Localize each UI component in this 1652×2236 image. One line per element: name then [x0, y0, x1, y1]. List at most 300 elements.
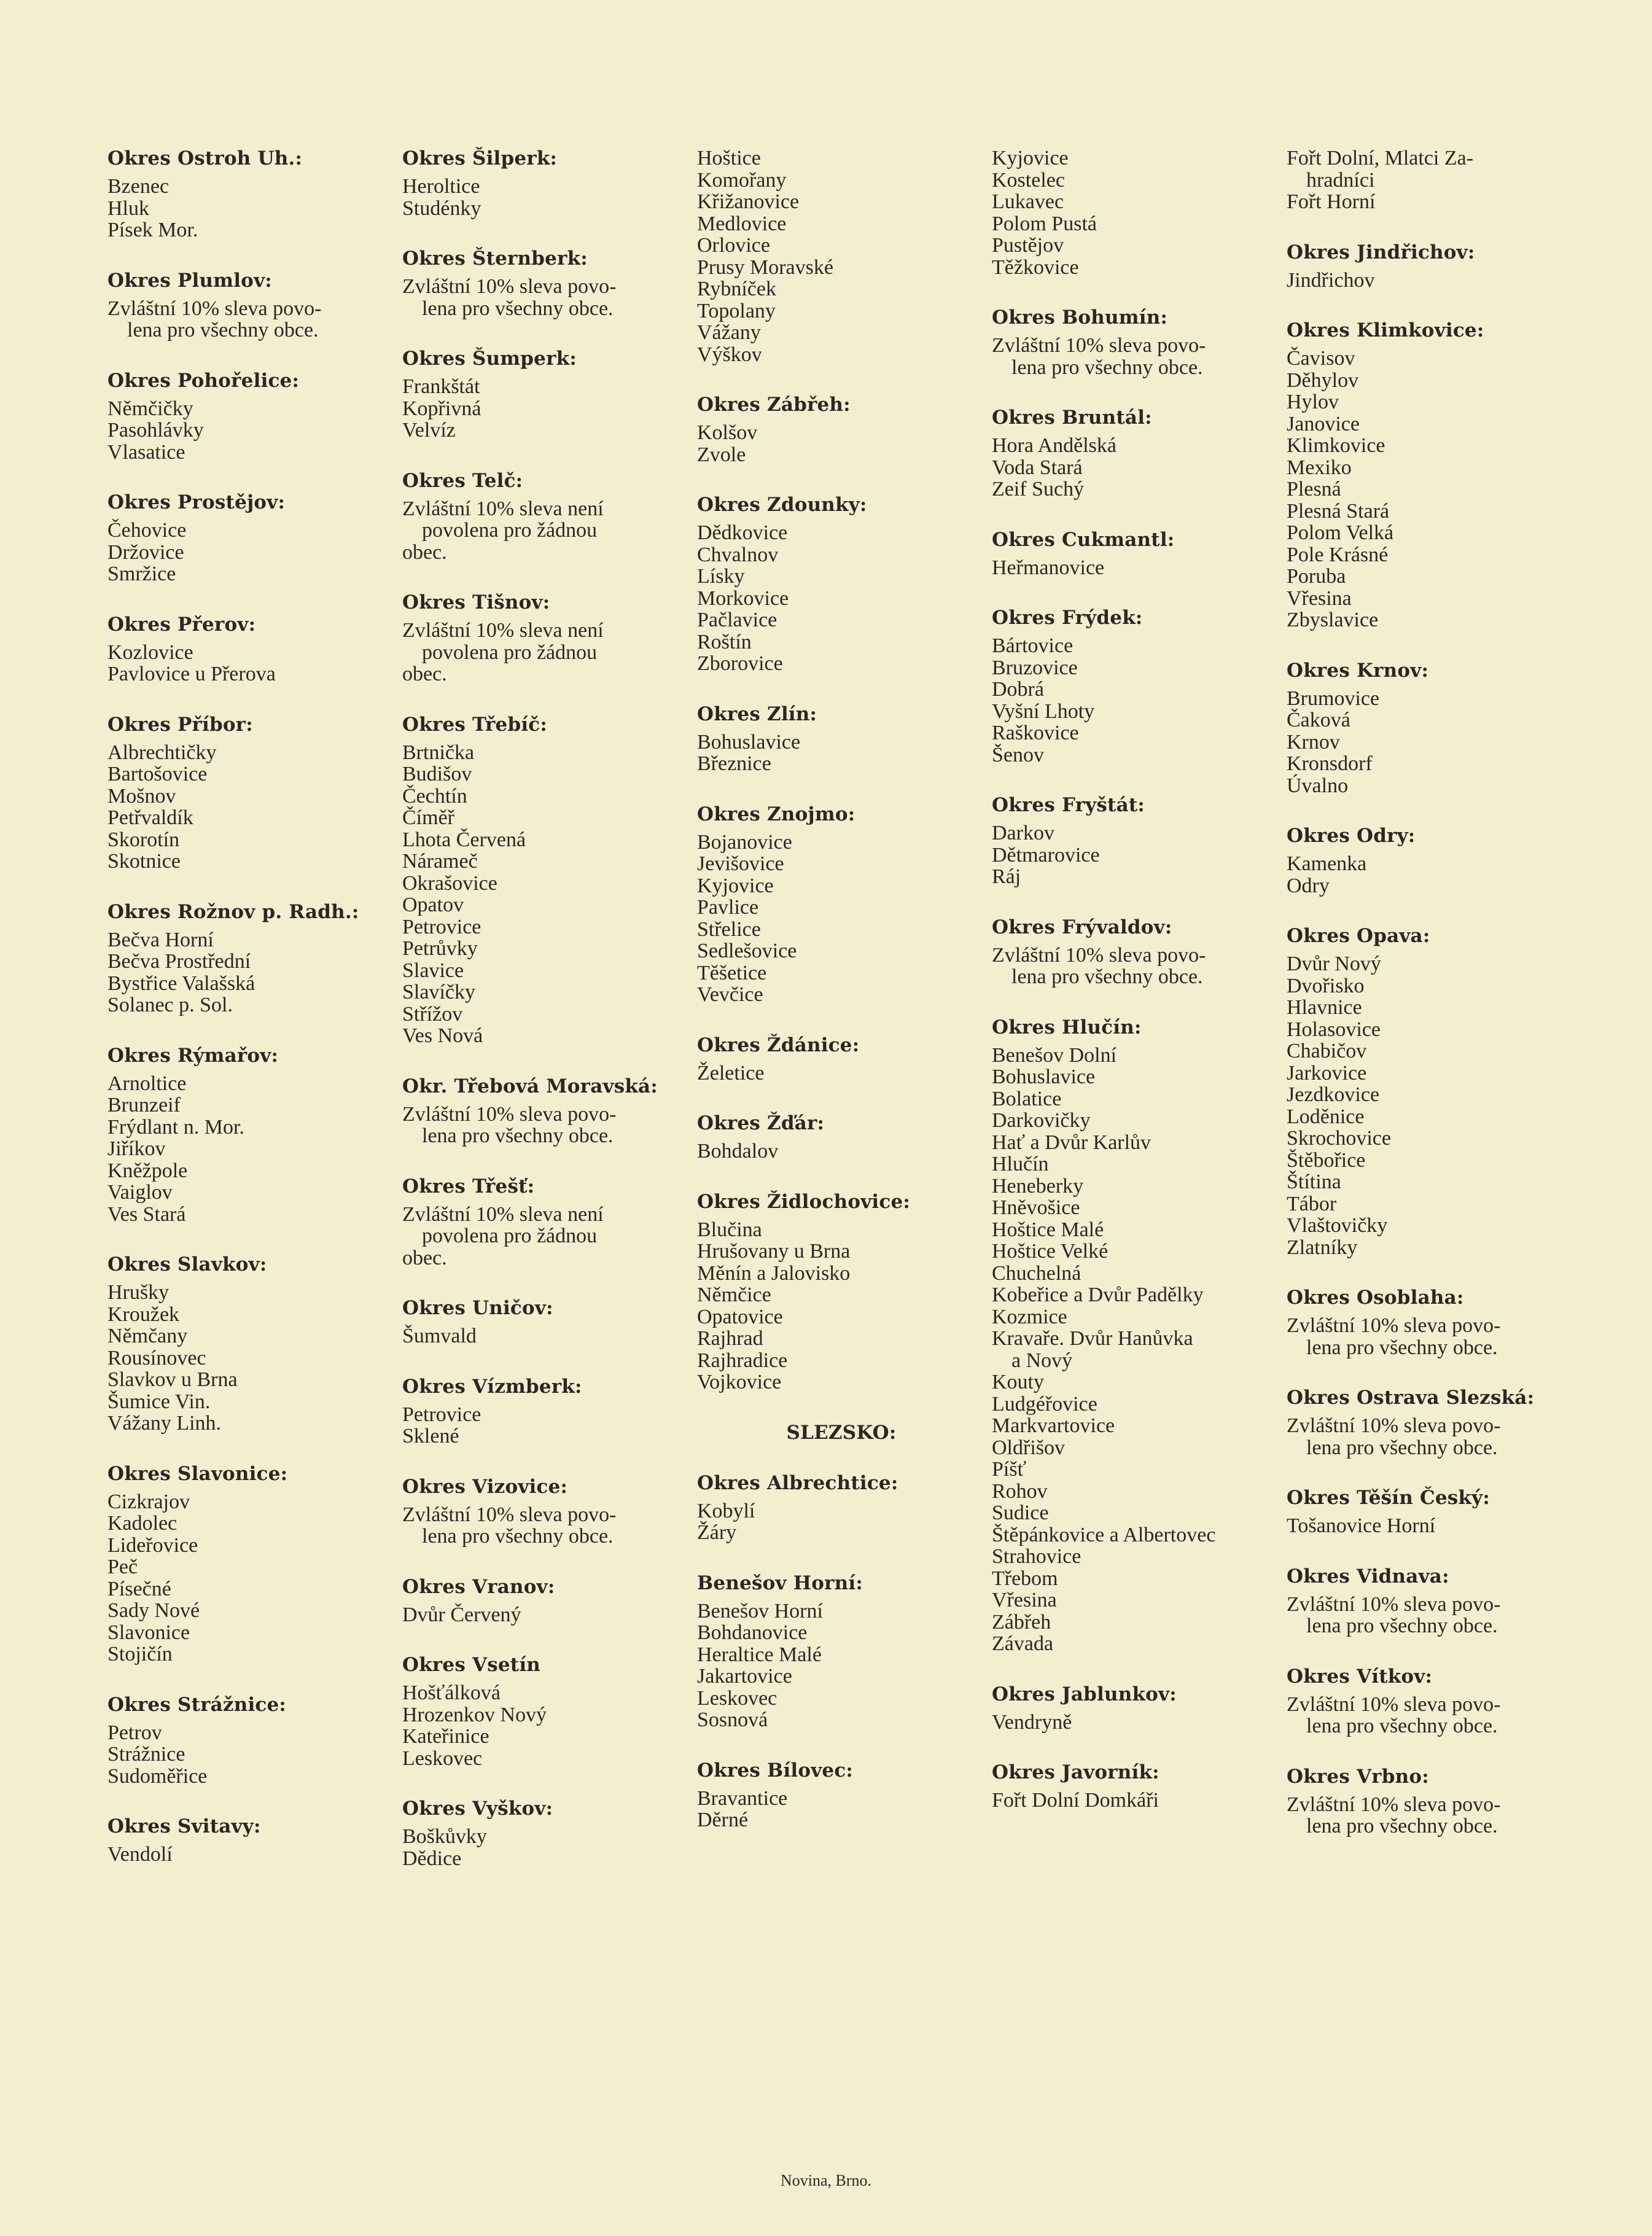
municipality-line: Sklené [402, 1425, 459, 1447]
municipality-line: Kněžpole [107, 1159, 188, 1182]
municipality-line: Vendryně [992, 1710, 1072, 1734]
district-heading: Okres Zdounky: [697, 494, 867, 516]
municipality-line: Hoštice Malé [992, 1218, 1104, 1241]
district-heading: Benešov Horní: [697, 1572, 863, 1594]
municipality-line: Čaková [1287, 709, 1350, 731]
municipality-line: Benešov Horní [697, 1599, 823, 1622]
municipality-line: Vlaštovičky [1287, 1214, 1388, 1237]
district-heading: Okres Přerov: [107, 613, 256, 636]
municipality-line: Štěpánkovice a Albertovec [992, 1523, 1216, 1546]
district-section [1287, 1665, 1606, 1737]
column-1 [107, 147, 396, 1894]
district-heading: Okres Zábřeh: [697, 394, 851, 416]
district-section [1287, 1387, 1606, 1459]
district-section [402, 591, 691, 685]
district-section [1287, 1766, 1606, 1837]
district-section [402, 1476, 691, 1548]
municipality-line: Kamenka [1287, 852, 1367, 875]
district-section [697, 1112, 986, 1163]
municipality-line: Čechtín [402, 784, 467, 808]
municipality-line: Zvláštní 10% sleva není [402, 619, 604, 642]
municipality-line: Hoštice Velké [992, 1240, 1108, 1263]
district-section [107, 714, 396, 873]
municipality-line: Kyjovice [697, 874, 774, 897]
district-section [107, 370, 396, 464]
district-heading: Okres Plumlov: [107, 269, 272, 292]
district-section [992, 1761, 1280, 1812]
municipality-line: Píšť [992, 1458, 1027, 1481]
municipality-line: Měnín a Jalovisko [697, 1261, 851, 1285]
municipality-line: Bohuslavice [697, 730, 801, 754]
municipality-line: Vevčice [697, 983, 763, 1006]
district-section [1287, 825, 1606, 897]
municipality-line: Jiříkov [107, 1137, 166, 1160]
municipality-line: Opatov [402, 894, 464, 916]
municipality-line: Zvláštní 10% sleva není [402, 497, 604, 520]
municipality-line: Zvláštní 10% sleva povo- [402, 1102, 617, 1126]
district-section [1287, 319, 1606, 631]
municipality-line: Lísky [697, 565, 745, 588]
municipality-line: Zvláštní 10% sleva povo- [1287, 1592, 1501, 1616]
municipality-line: Heroltice [402, 175, 480, 198]
district-heading: Okres Šternberk: [402, 247, 588, 270]
district-heading: Okres Vyškov: [402, 1798, 553, 1820]
district-section [992, 306, 1280, 378]
district-heading: Okres Znojmo: [697, 803, 855, 825]
district-heading: Okres Fryštát: [992, 794, 1145, 816]
municipality-line: lena pro všechny obce. [1306, 1436, 1498, 1459]
municipality-line: Šenov [992, 743, 1044, 766]
district-section [697, 1572, 986, 1731]
municipality-line: Zvláštní 10% sleva povo- [992, 943, 1206, 967]
district-heading: Okres Bohumín: [992, 306, 1168, 329]
district-heading: Okres Tišnov: [402, 591, 550, 614]
municipality-line: Petrov [107, 1721, 162, 1744]
municipality-line: Kobylí [697, 1499, 755, 1522]
district-heading: Okres Osoblaha: [1287, 1287, 1464, 1309]
district-heading: Okres Odry: [1287, 825, 1416, 847]
municipality-line: Loděnice [1287, 1105, 1365, 1128]
district-heading: Okres Vizovice: [402, 1475, 568, 1498]
column-2 [402, 147, 691, 1898]
district-section [697, 394, 986, 466]
district-heading: Okres Ostroh Uh.: [107, 147, 303, 169]
municipality-line: Poruba [1287, 565, 1346, 588]
municipality-line: lena pro všechny obce. [1306, 1615, 1498, 1637]
municipality-line: Bečva Prostřední [107, 950, 251, 973]
municipality-line: Kateřinice [402, 1725, 489, 1748]
district-heading: Okres Cukmantl: [992, 528, 1175, 551]
municipality-line: Zeif Suchý [992, 478, 1085, 501]
municipality-line: Pačlavice [697, 609, 777, 631]
municipality-line: Želetice [697, 1061, 765, 1085]
district-section [992, 1016, 1280, 1655]
municipality-line: lena pro všechny obce. [1306, 1715, 1498, 1737]
municipality-line: Fořt Dolní, Mlatci Za- [1287, 147, 1474, 169]
municipality-line: Tošanovice Horní [1287, 1514, 1436, 1537]
district-heading: Okres Ostrava Slezská: [1287, 1387, 1535, 1409]
district-heading: Okres Telč: [402, 469, 523, 492]
district-section [992, 794, 1280, 888]
municipality-line: Zvláštní 10% sleva povo- [992, 334, 1206, 357]
municipality-line: Ráj [992, 865, 1021, 888]
municipality-line: Bohdanovice [697, 1621, 808, 1644]
municipality-line: Vendolí [107, 1843, 173, 1866]
municipality-line: Velvíz [402, 419, 456, 442]
district-section [1287, 147, 1606, 213]
municipality-line: Petrovice [402, 915, 481, 938]
district-section [697, 803, 986, 1006]
district-section [992, 147, 1280, 278]
district-section [1287, 660, 1606, 797]
district-heading: Okres Albrechtice: [697, 1471, 898, 1494]
municipality-line: Hlavnice [1287, 996, 1362, 1019]
municipality-line: Střížov [402, 1002, 463, 1026]
district-section [697, 494, 986, 675]
district-heading: Okres Frývaldov: [992, 916, 1172, 938]
municipality-line: Ves Stará [107, 1202, 186, 1226]
district-heading: Okres Bruntál: [992, 407, 1152, 429]
municipality-line: lena pro všechny obce. [1011, 356, 1203, 379]
municipality-line: Fořt Dolní Domkáři [992, 1789, 1159, 1812]
municipality-line: Petrůvky [402, 937, 478, 960]
municipality-line: a Nový [1011, 1349, 1073, 1372]
municipality-line: Dobrá [992, 678, 1044, 701]
municipality-line: Štěbořice [1287, 1148, 1366, 1172]
region-heading: SLEZSKO: [786, 1421, 897, 1444]
municipality-line: Plesná [1287, 478, 1341, 501]
municipality-line: Šumice Vin. [107, 1390, 211, 1413]
municipality-line: hradníci [1306, 168, 1375, 192]
municipality-line: Cizkrajov [107, 1490, 190, 1513]
district-section [697, 1472, 986, 1544]
municipality-line: Pole Krásné [1287, 543, 1389, 566]
municipality-line: Petrovice [402, 1403, 481, 1426]
municipality-line: Zvláštní 10% sleva povo- [402, 1503, 617, 1526]
municipality-line: Slavonice [107, 1621, 190, 1644]
municipality-line: Třebom [992, 1567, 1058, 1590]
municipality-line: Jindřichov [1287, 268, 1375, 292]
district-heading: Okres Příbor: [107, 713, 253, 736]
district-heading: Okres Vsetín [402, 1654, 541, 1676]
municipality-line: Darkovičky [992, 1109, 1091, 1132]
column-4 [992, 147, 1280, 1840]
municipality-line: Albrechtičky [107, 741, 217, 764]
municipality-line: Brunzeif [107, 1094, 181, 1116]
municipality-line: Vyšní Lhoty [992, 699, 1095, 723]
district-heading: Okres Prostějov: [107, 491, 286, 513]
municipality-line: Fořt Horní [1287, 190, 1376, 213]
municipality-line: Kostelec [992, 168, 1065, 192]
column-3 [697, 147, 986, 1860]
municipality-line: Heřmanovice [992, 556, 1105, 579]
district-section [402, 1297, 691, 1347]
municipality-line: Písečné [107, 1577, 171, 1600]
district-heading: Okres Zlín: [697, 703, 817, 725]
district-heading: Okres Klimkovice: [1287, 319, 1484, 341]
municipality-line: Medlovice [697, 212, 787, 235]
district-heading: Okres Svitavy: [107, 1815, 261, 1837]
district-section [992, 607, 1280, 766]
municipality-line: Hlučín [992, 1153, 1049, 1175]
municipality-line: Žáry [697, 1521, 737, 1544]
municipality-line: lena pro všechny obce. [1306, 1336, 1498, 1359]
municipality-line: Hylov [1287, 391, 1339, 413]
municipality-line: Těžkovice [992, 255, 1079, 279]
municipality-line: Slavice [402, 959, 464, 982]
municipality-line: Mexiko [1287, 456, 1352, 479]
municipality-line: Slavíčky [402, 981, 475, 1003]
municipality-line: Zábřeh [992, 1610, 1051, 1634]
district-heading: Okres Jindřichov: [1287, 241, 1475, 263]
municipality-line: Heraltice Malé [697, 1643, 822, 1666]
municipality-line: Děrné [697, 1809, 749, 1831]
municipality-line: Benešov Dolní [992, 1043, 1117, 1067]
district-section [697, 703, 986, 775]
municipality-line: Voda Stará [992, 456, 1083, 479]
municipality-line: Tábor [1287, 1192, 1337, 1215]
municipality-line: Skrochovice [1287, 1127, 1391, 1150]
district-heading: Okres Krnov: [1287, 659, 1429, 682]
municipality-line: Morkovice [697, 586, 789, 610]
municipality-line: Kronsdorf [1287, 752, 1373, 775]
municipality-line: Sedlešovice [697, 940, 797, 962]
municipality-line: Zvláštní 10% sleva povo- [1287, 1314, 1501, 1337]
municipality-line: Bečva Horní [107, 928, 214, 951]
municipality-line: Strahovice [992, 1545, 1081, 1568]
municipality-line: Kyjovice [992, 147, 1069, 169]
district-section [402, 1576, 691, 1626]
district-section [402, 714, 691, 1047]
municipality-line: povolena pro žádnou [422, 641, 598, 664]
municipality-line: Arnoltice [107, 1072, 187, 1095]
municipality-line: Blučina [697, 1218, 762, 1241]
municipality-line: Prusy Moravské [697, 255, 833, 279]
district-heading: Okres Vítkov: [1287, 1665, 1433, 1688]
municipality-line: Stojičín [107, 1643, 173, 1665]
municipality-line: Skotnice [107, 850, 181, 873]
municipality-line: povolena pro žádnou [422, 1225, 598, 1247]
district-section [992, 1683, 1280, 1734]
municipality-line: Dvůr Červený [402, 1603, 521, 1626]
district-heading: Okres Vízmberk: [402, 1375, 582, 1398]
municipality-line: Dědkovice [697, 521, 788, 544]
municipality-line: Zvláštní 10% sleva povo- [107, 297, 322, 320]
municipality-line: Bohdalov [697, 1140, 779, 1163]
municipality-line: lena pro všechny obce. [422, 1525, 614, 1548]
municipality-line: Klimkovice [1287, 434, 1385, 457]
municipality-line: Dětmarovice [992, 843, 1100, 867]
municipality-line: Rousínovec [107, 1346, 206, 1369]
district-heading: Okres Pohořelice: [107, 369, 300, 392]
district-heading: Okres Vrbno: [1287, 1765, 1429, 1788]
municipality-line: Hrušovany u Brna [697, 1240, 851, 1263]
municipality-line: Strážnice [107, 1743, 185, 1766]
municipality-line: Zvole [697, 443, 746, 466]
district-heading: Okres Šilperk: [402, 147, 558, 169]
municipality-line: Bruzovice [992, 656, 1078, 679]
municipality-line: Ludgéřovice [992, 1392, 1097, 1416]
municipality-line: Slavkov u Brna [107, 1368, 238, 1391]
municipality-line: Němčice [697, 1284, 771, 1306]
district-section [697, 1759, 986, 1831]
district-heading: Okres Bílovec: [697, 1759, 854, 1782]
municipality-line: Číměř [402, 806, 454, 829]
municipality-line: Jezdkovice [1287, 1083, 1380, 1106]
district-section [107, 270, 396, 341]
district-heading: Okres Židlochovice: [697, 1190, 911, 1213]
municipality-line: Chabičov [1287, 1040, 1367, 1062]
municipality-line: Sudoměřice [107, 1764, 208, 1788]
municipality-line: Čehovice [107, 519, 187, 542]
printer-footer: Novina, Brno. [780, 2172, 872, 2189]
district-section [107, 901, 396, 1016]
municipality-line: Nárameč [402, 850, 478, 873]
municipality-line: Komořany [697, 168, 787, 192]
district-section [402, 470, 691, 564]
municipality-line: Úvalno [1287, 774, 1349, 797]
district-section [402, 348, 691, 442]
district-heading: Okres Hlučín: [992, 1016, 1142, 1038]
district-heading: Okres Opava: [1287, 925, 1430, 947]
municipality-line: Chuchelná [992, 1261, 1081, 1285]
municipality-line: Darkov [992, 822, 1054, 844]
municipality-line: Vážany [697, 321, 761, 344]
district-section [402, 1376, 691, 1447]
municipality-line: Zvláštní 10% sleva povo- [402, 275, 617, 298]
district-section [1287, 1565, 1606, 1637]
municipality-line: Sosnová [697, 1708, 768, 1731]
municipality-line: Březnice [697, 752, 771, 775]
municipality-line: Brtnička [402, 741, 475, 764]
district-heading: Okres Strážnice: [107, 1693, 287, 1716]
municipality-line: Lhota Červená [402, 828, 526, 851]
municipality-line: Lukavec [992, 190, 1064, 213]
municipality-line: Leskovec [402, 1747, 483, 1770]
municipality-line: lena pro všechny obce. [127, 319, 319, 341]
municipality-line: Bzenec [107, 175, 169, 198]
municipality-line: Zborovice [697, 652, 783, 675]
municipality-line: Chvalnov [697, 543, 779, 566]
municipality-line: povolena pro žádnou [422, 519, 598, 542]
municipality-line: lena pro všechny obce. [422, 297, 614, 320]
municipality-line: Děhylov [1287, 368, 1359, 392]
municipality-line: Lideřovice [107, 1533, 198, 1557]
municipality-line: lena pro všechny obce. [1306, 1815, 1498, 1837]
district-heading: Okres Třebíč: [402, 713, 548, 736]
municipality-line: Vážany Linh. [107, 1412, 222, 1435]
district-heading: Okres Žďár: [697, 1112, 825, 1134]
municipality-line: Vlasatice [107, 440, 185, 464]
municipality-line: Bártovice [992, 634, 1073, 657]
municipality-line: Hněvošice [992, 1196, 1080, 1219]
municipality-line: Kroužek [107, 1303, 180, 1326]
district-heading: Okres Ždánice: [697, 1034, 860, 1056]
municipality-line: Držovice [107, 540, 184, 564]
municipality-line: Janovice [1287, 412, 1360, 435]
municipality-line: Střelice [697, 917, 761, 941]
municipality-line: Boškůvky [402, 1825, 487, 1848]
municipality-line: Těšetice [697, 961, 767, 984]
district-section [697, 1422, 986, 1444]
municipality-line: Pasohlávky [107, 419, 204, 442]
district-section [1287, 1287, 1606, 1358]
municipality-line: Zbyslavice [1287, 609, 1379, 631]
municipality-line: Hora Andělská [992, 434, 1117, 457]
municipality-line: Studénky [402, 197, 481, 220]
municipality-line: Bartošovice [107, 763, 208, 785]
municipality-line: Zvláštní 10% sleva povo- [1287, 1793, 1501, 1816]
municipality-line: Dvořisko [1287, 974, 1365, 997]
municipality-line: Skorotín [107, 828, 180, 851]
municipality-line: Pavlice [697, 896, 759, 919]
municipality-line: Zvláštní 10% sleva není [402, 1202, 604, 1226]
column-5 [1287, 147, 1606, 1866]
municipality-line: Brumovice [1287, 687, 1380, 710]
district-section [107, 1694, 396, 1788]
municipality-line: Markvartovice [992, 1414, 1115, 1437]
municipality-line: Jakartovice [697, 1665, 792, 1688]
district-heading: Okres Jablunkov: [992, 1683, 1177, 1705]
district-heading: Okres Rýmařov: [107, 1044, 279, 1067]
district-heading: Okres Šumperk: [402, 348, 577, 370]
municipality-line: Dědice [402, 1847, 462, 1870]
district-section [402, 247, 691, 319]
municipality-line: Jarkovice [1287, 1061, 1367, 1085]
district-heading: Okres Těšín Český: [1287, 1487, 1490, 1509]
municipality-line: Zvláštní 10% sleva povo- [1287, 1414, 1501, 1437]
district-heading: Okres Rožnov p. Radh.: [107, 900, 359, 923]
municipality-line: Bojanovice [697, 830, 792, 854]
municipality-line: Oldřišov [992, 1436, 1065, 1459]
municipality-line: Jevišovice [697, 852, 784, 875]
municipality-line: Bravantice [697, 1786, 788, 1810]
district-section [107, 1253, 396, 1435]
municipality-line: Smržice [107, 563, 176, 585]
municipality-line: Heneberky [992, 1174, 1084, 1198]
municipality-line: Peč [107, 1556, 138, 1578]
district-heading: Okres Třešť: [402, 1175, 535, 1198]
district-section [402, 1075, 691, 1147]
municipality-line: Petřvaldík [107, 806, 193, 829]
municipality-line: Kouty [992, 1371, 1044, 1393]
municipality-line: Rohov [992, 1479, 1048, 1503]
district-section [107, 147, 396, 241]
municipality-line: Němčany [107, 1325, 188, 1347]
district-section [697, 147, 986, 365]
district-heading: Okres Slavonice: [107, 1462, 288, 1485]
municipality-line: Hrušky [107, 1281, 169, 1304]
district-section [402, 1654, 691, 1769]
municipality-line: Rajhrad [697, 1327, 763, 1350]
district-section [107, 491, 396, 585]
district-section [402, 147, 691, 219]
municipality-line: Vřesina [1287, 586, 1352, 610]
district-heading: Okr. Třebová Moravská: [402, 1075, 658, 1097]
municipality-line: Kobeřice a Dvůr Padělky [992, 1284, 1204, 1306]
municipality-line: Šumvald [402, 1325, 477, 1347]
district-section [992, 916, 1280, 988]
municipality-line: Kozmice [992, 1305, 1067, 1328]
municipality-line: Čavisov [1287, 347, 1355, 370]
municipality-line: Plesná Stará [1287, 499, 1390, 523]
municipality-line: Bolatice [992, 1087, 1062, 1110]
district-section [1287, 241, 1606, 292]
municipality-line: Závada [992, 1632, 1054, 1655]
municipality-line: Hoštice [697, 147, 761, 169]
district-section [697, 1191, 986, 1393]
municipality-line: Opatovice [697, 1305, 783, 1328]
